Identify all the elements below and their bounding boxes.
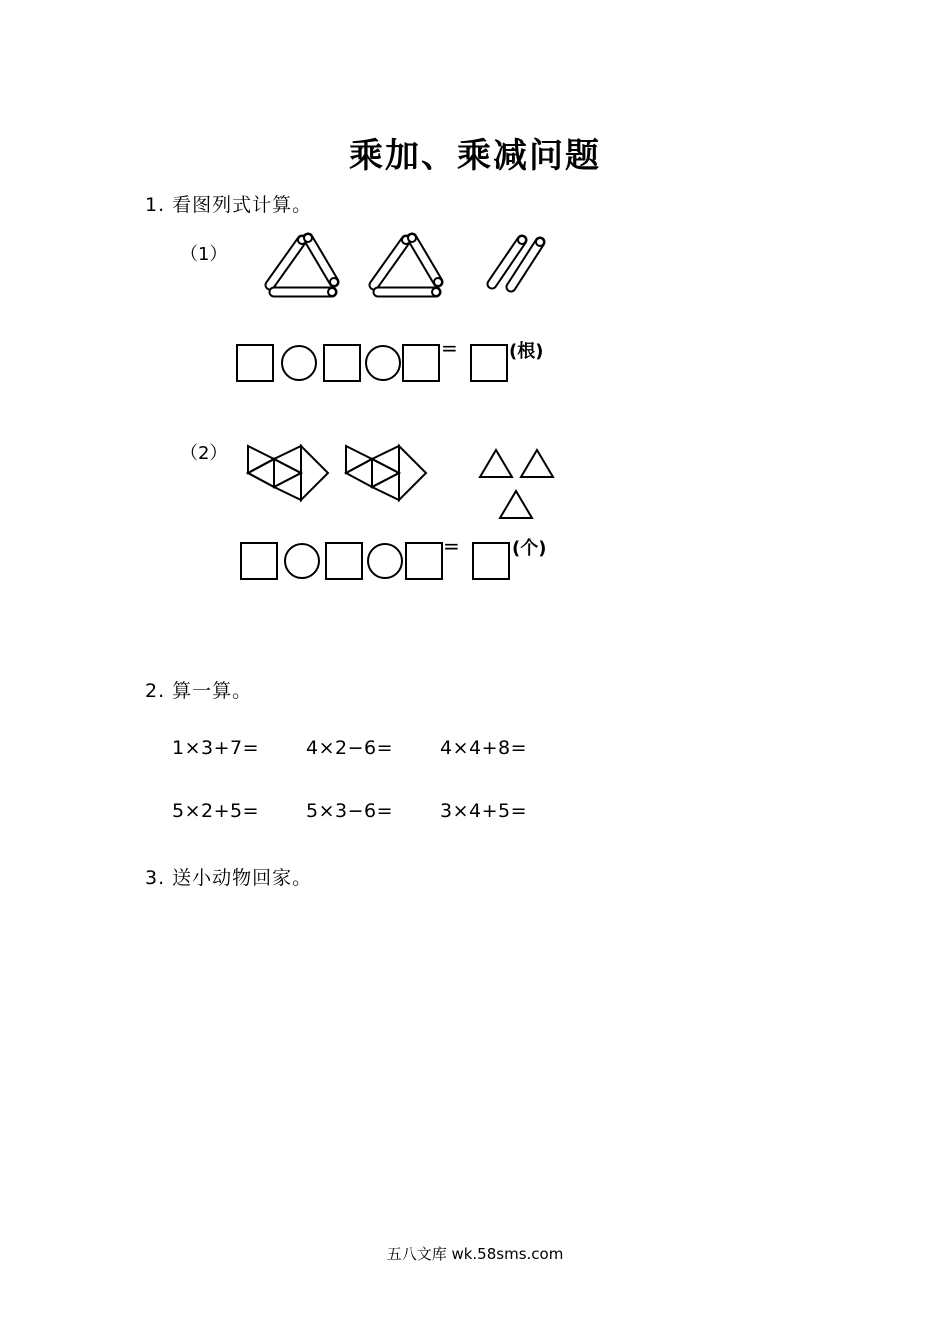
operator-circle[interactable]: [367, 543, 403, 579]
question-2-label: 2. 算一算。: [145, 680, 253, 702]
result-box[interactable]: [472, 542, 510, 580]
operator-circle[interactable]: [281, 345, 317, 381]
answer-box[interactable]: [240, 542, 278, 580]
calc-problem: 1×3+7=: [172, 737, 260, 759]
question-1-label: 1. 看图列式计算。: [145, 194, 313, 216]
answer-box[interactable]: [236, 344, 274, 382]
stick-pair: [484, 232, 549, 294]
answer-box[interactable]: [323, 344, 361, 382]
operator-circle[interactable]: [365, 345, 401, 381]
part-2-label: （2）: [180, 443, 228, 464]
question-3-label: 3. 送小动物回家。: [145, 867, 313, 889]
loose-triangles: [478, 448, 558, 523]
calc-problem: 5×2+5=: [172, 800, 260, 822]
calc-problem: 5×3−6=: [306, 800, 394, 822]
equals-sign: =: [441, 336, 458, 360]
unit-label: (个): [512, 538, 547, 559]
triangle-group-1: [246, 442, 331, 506]
stick-triangle-2: [366, 230, 451, 300]
calc-problem: 4×2−6=: [306, 737, 394, 759]
operator-circle[interactable]: [284, 543, 320, 579]
answer-box[interactable]: [325, 542, 363, 580]
stick-triangle-1: [262, 230, 347, 300]
footer-watermark: 五八文库 wk.58sms.com: [386, 1245, 564, 1263]
calc-problem: 4×4+8=: [440, 737, 528, 759]
calc-problem: 3×4+5=: [440, 800, 528, 822]
page-title: 乘加、乘减问题: [349, 136, 601, 176]
answer-box[interactable]: [402, 344, 440, 382]
part-1-label: （1）: [180, 244, 228, 265]
unit-label: (根): [509, 341, 544, 362]
triangle-group-2: [344, 442, 429, 506]
result-box[interactable]: [470, 344, 508, 382]
answer-box[interactable]: [405, 542, 443, 580]
equals-sign: =: [443, 534, 460, 558]
